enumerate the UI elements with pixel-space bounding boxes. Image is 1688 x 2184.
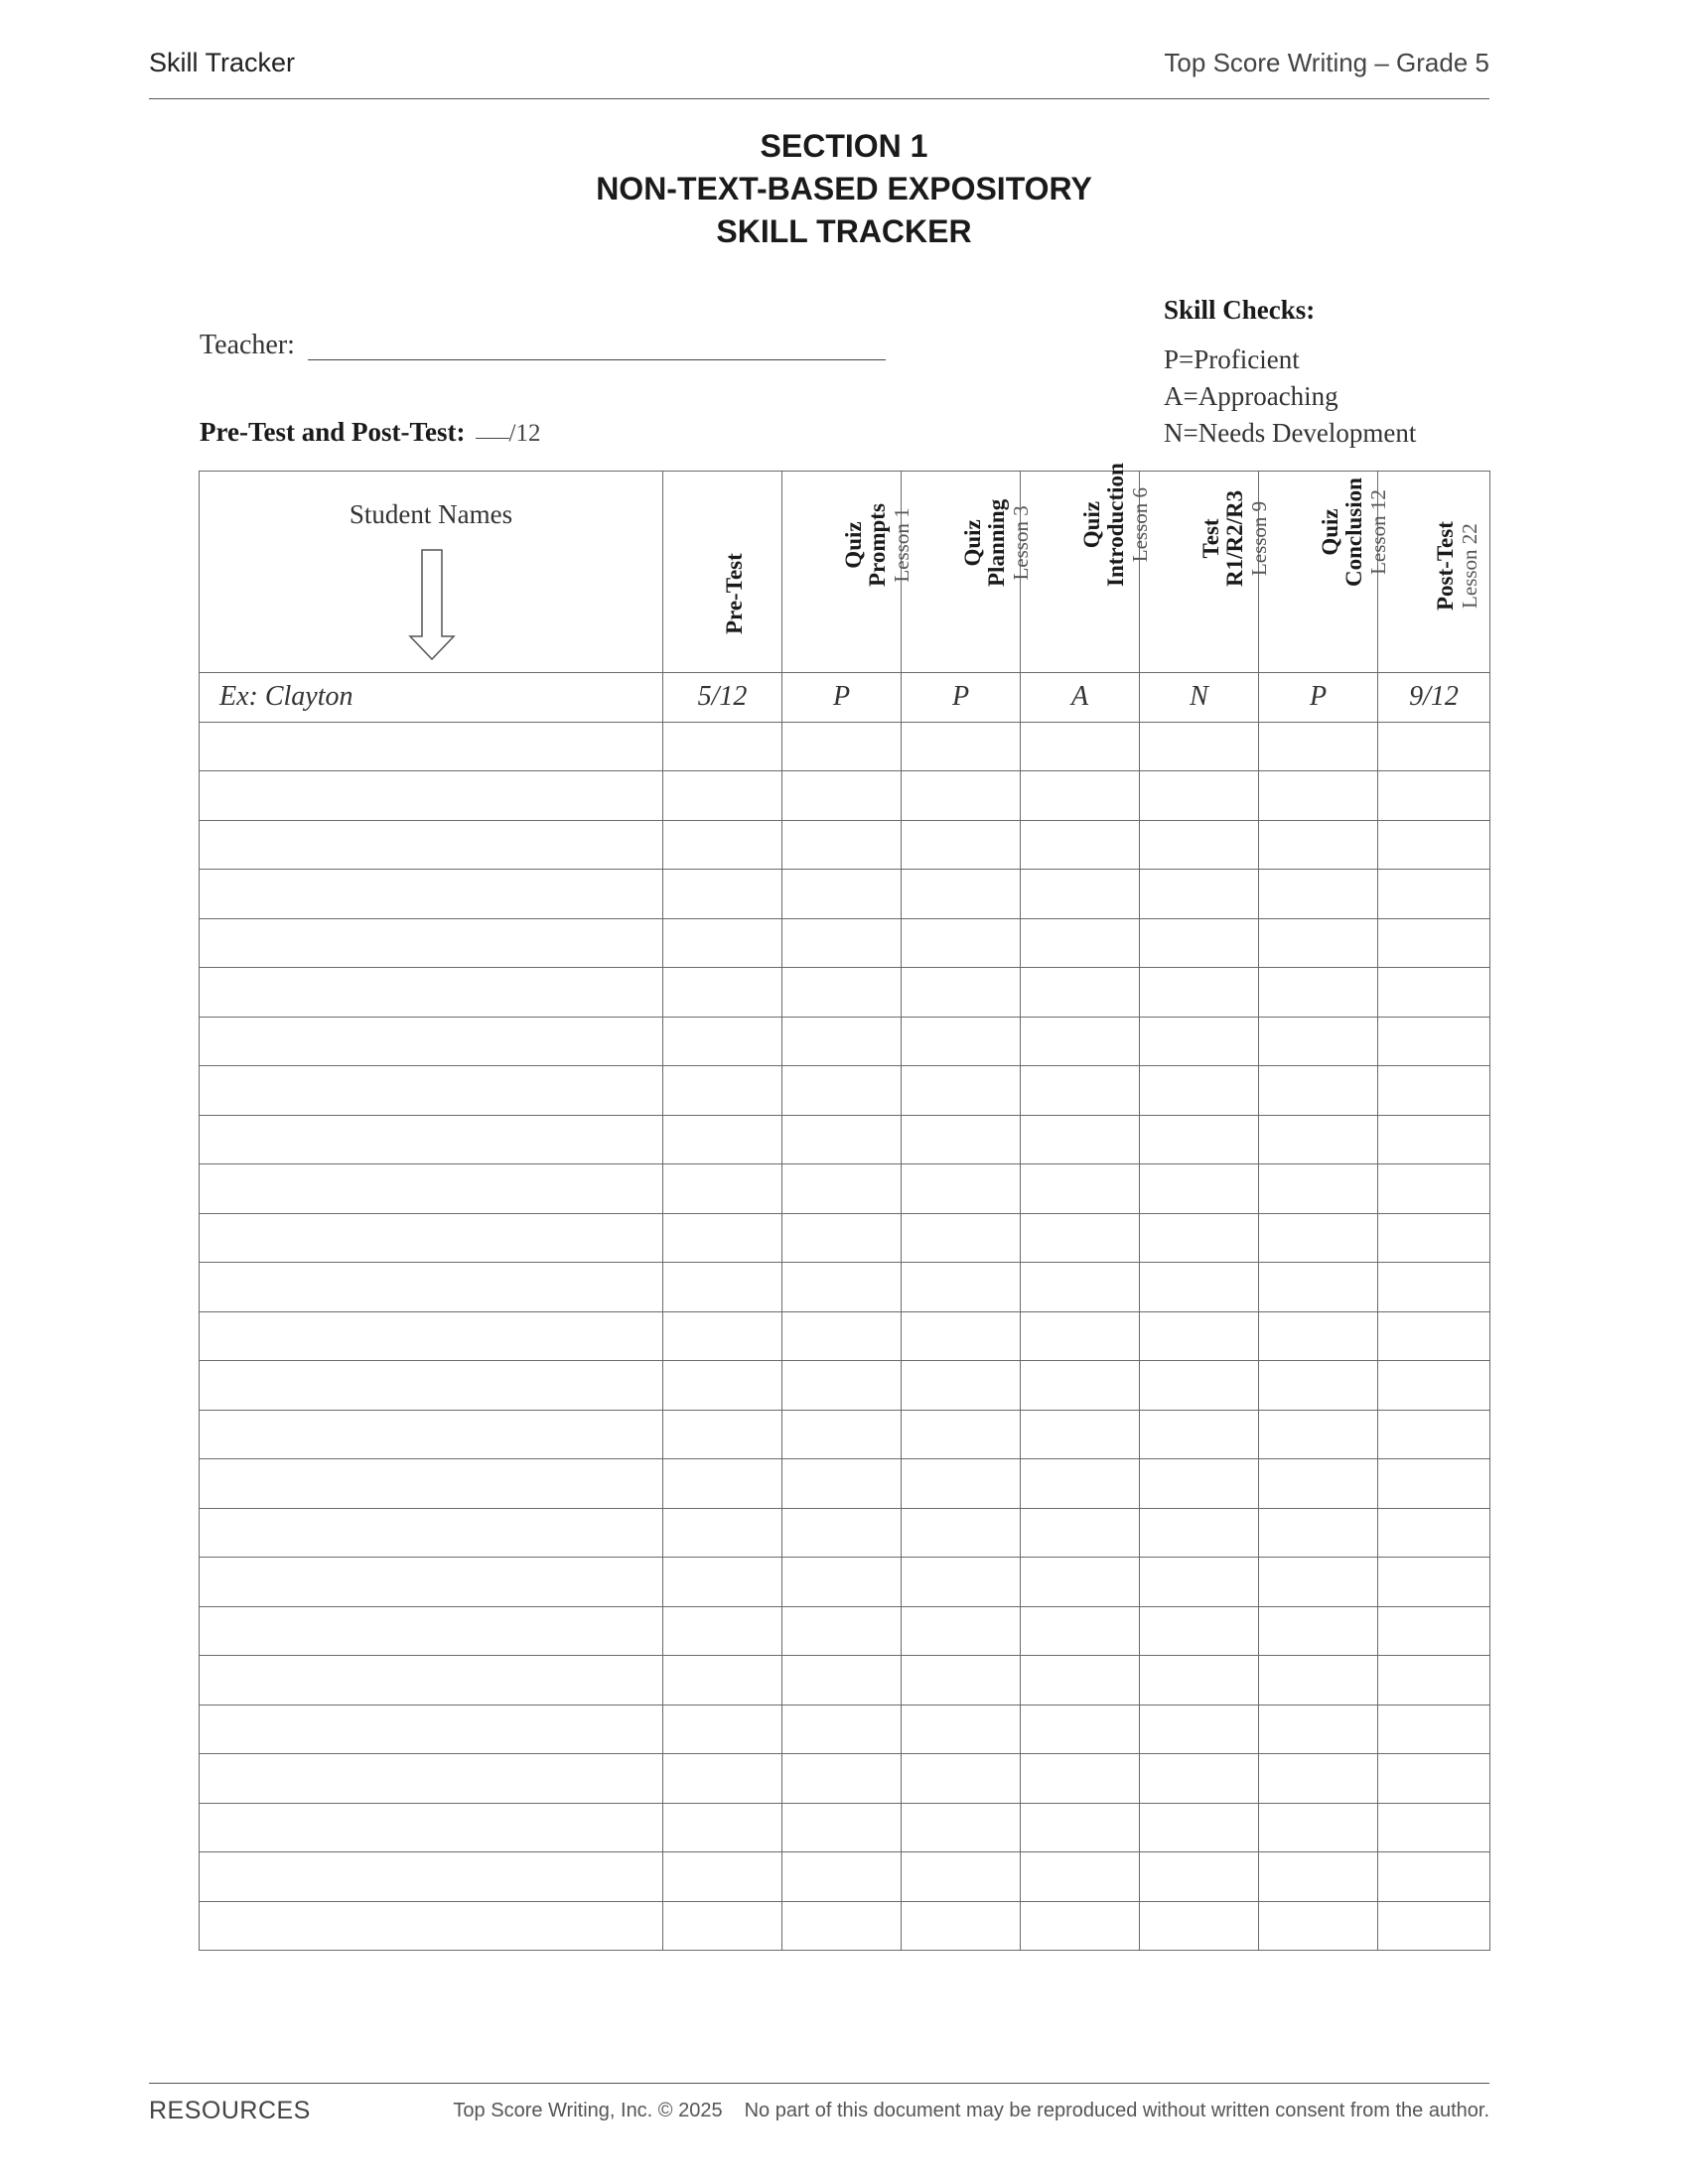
score-cell[interactable] xyxy=(1140,1311,1259,1361)
score-cell[interactable] xyxy=(1140,1901,1259,1951)
score-cell[interactable] xyxy=(1140,1656,1259,1706)
score-cell[interactable] xyxy=(1021,918,1140,968)
score-cell[interactable] xyxy=(1140,722,1259,771)
score-cell[interactable] xyxy=(782,1066,902,1116)
score-cell[interactable] xyxy=(902,1361,1021,1411)
score-cell[interactable] xyxy=(1021,1263,1140,1312)
score-cell[interactable] xyxy=(663,870,782,919)
skill-tracker-table xyxy=(199,463,1489,1960)
score-cell[interactable] xyxy=(1140,1115,1259,1164)
score-cell[interactable] xyxy=(1140,1164,1259,1214)
score-cell[interactable] xyxy=(1378,1263,1490,1312)
score-cell[interactable] xyxy=(663,1705,782,1754)
score-cell[interactable] xyxy=(1259,1705,1378,1754)
student-names-header xyxy=(200,472,663,673)
score-cell[interactable] xyxy=(663,1115,782,1164)
score-cell[interactable] xyxy=(1259,1361,1378,1411)
score-cell[interactable] xyxy=(1021,1754,1140,1804)
score-cell[interactable] xyxy=(663,1311,782,1361)
score-cell[interactable] xyxy=(902,1263,1021,1312)
score-cell[interactable] xyxy=(1378,1410,1490,1459)
score-cell[interactable] xyxy=(1259,1164,1378,1214)
teacher-label: Teacher: xyxy=(200,330,295,360)
example-student-name: Ex: Clayton xyxy=(200,673,663,723)
score-cell[interactable] xyxy=(902,1164,1021,1214)
score-cell[interactable] xyxy=(663,1213,782,1263)
footer-section-label: RESOURCES xyxy=(149,2097,311,2124)
column-label: Planning xyxy=(983,498,1009,587)
score-cell[interactable] xyxy=(1140,968,1259,1018)
score-cell[interactable] xyxy=(902,1656,1021,1706)
score-cell[interactable] xyxy=(902,722,1021,771)
score-cell[interactable] xyxy=(663,1017,782,1066)
table-row xyxy=(200,1606,1490,1656)
score-cell[interactable] xyxy=(1140,918,1259,968)
example-score-cell: 5/12 xyxy=(663,673,782,723)
table-row xyxy=(200,1754,1490,1804)
student-name-cell[interactable] xyxy=(200,1606,663,1656)
score-cell[interactable] xyxy=(1021,1017,1140,1066)
table-row xyxy=(200,1017,1490,1066)
table-row xyxy=(200,1361,1490,1411)
score-cell[interactable] xyxy=(663,820,782,870)
score-cell[interactable] xyxy=(1021,870,1140,919)
score-cell[interactable] xyxy=(782,1852,902,1902)
score-cell[interactable] xyxy=(1378,968,1490,1018)
column-lesson: Lesson 22 xyxy=(1458,523,1481,609)
teacher-name-field[interactable] xyxy=(308,359,886,360)
pretest-score-blank[interactable] xyxy=(476,438,509,439)
score-cell[interactable] xyxy=(1259,1213,1378,1263)
score-cell[interactable] xyxy=(782,1115,902,1164)
skill-checks-title: Skill Checks: xyxy=(1164,295,1316,325)
student-name-cell[interactable] xyxy=(200,1705,663,1754)
column-lesson: Lesson 1 xyxy=(889,507,914,583)
title-line-1: SECTION 1 xyxy=(760,128,928,164)
score-cell[interactable] xyxy=(1021,1558,1140,1607)
score-cell[interactable] xyxy=(782,1656,902,1706)
score-cell[interactable] xyxy=(663,1852,782,1902)
column-label: Quiz xyxy=(1317,508,1342,556)
score-cell[interactable] xyxy=(1378,1852,1490,1902)
score-cell[interactable] xyxy=(1378,1066,1490,1116)
table-row xyxy=(200,1311,1490,1361)
score-cell[interactable] xyxy=(1378,1017,1490,1066)
header-book-title: Top Score Writing – Grade 5 xyxy=(1164,48,1489,77)
column-header-quiz-planning xyxy=(902,472,1033,673)
legend-proficient: P=Proficient xyxy=(1164,344,1300,374)
student-name-cell[interactable] xyxy=(200,1558,663,1607)
student-name-cell[interactable] xyxy=(200,722,663,771)
score-cell[interactable] xyxy=(1021,1901,1140,1951)
score-cell[interactable] xyxy=(663,771,782,821)
student-name-cell[interactable] xyxy=(200,1754,663,1804)
student-name-cell[interactable] xyxy=(200,1017,663,1066)
score-cell[interactable] xyxy=(902,771,1021,821)
score-cell[interactable] xyxy=(782,1459,902,1509)
score-cell[interactable] xyxy=(1021,1115,1140,1164)
table-header-row xyxy=(200,472,1490,673)
student-name-cell[interactable] xyxy=(200,1656,663,1706)
legend-approaching: A=Approaching xyxy=(1164,381,1338,411)
student-names-label: Student Names xyxy=(349,499,513,529)
column-label: Quiz xyxy=(840,521,866,569)
table-row xyxy=(200,1656,1490,1706)
score-cell[interactable] xyxy=(1259,820,1378,870)
score-cell[interactable] xyxy=(782,1705,902,1754)
score-cell[interactable] xyxy=(663,1558,782,1607)
score-cell[interactable] xyxy=(1140,771,1259,821)
score-cell[interactable] xyxy=(1140,870,1259,919)
score-cell[interactable] xyxy=(782,771,902,821)
score-cell[interactable] xyxy=(1259,1410,1378,1459)
score-cell[interactable] xyxy=(1378,820,1490,870)
score-cell[interactable] xyxy=(1378,1606,1490,1656)
score-cell[interactable] xyxy=(1378,870,1490,919)
score-cell[interactable] xyxy=(1259,1852,1378,1902)
column-label: Prompts xyxy=(864,503,890,587)
score-cell[interactable] xyxy=(902,1606,1021,1656)
score-cell[interactable] xyxy=(663,968,782,1018)
table-row xyxy=(200,870,1490,919)
student-name-cell[interactable] xyxy=(200,1508,663,1558)
column-header-pretest xyxy=(663,472,782,673)
table-row xyxy=(200,918,1490,968)
score-cell[interactable] xyxy=(782,870,902,919)
score-cell[interactable] xyxy=(1378,1115,1490,1164)
column-label: Quiz xyxy=(959,519,985,567)
score-cell[interactable] xyxy=(1259,1311,1378,1361)
score-cell[interactable] xyxy=(782,1803,902,1852)
column-lesson: Lesson 3 xyxy=(1008,505,1033,581)
score-cell[interactable] xyxy=(1140,1017,1259,1066)
student-name-cell[interactable] xyxy=(200,820,663,870)
column-header-quiz-introduction xyxy=(1021,463,1152,673)
score-cell[interactable] xyxy=(1259,1263,1378,1312)
score-cell[interactable] xyxy=(1140,1361,1259,1411)
score-cell[interactable] xyxy=(902,1213,1021,1263)
table-row xyxy=(200,1508,1490,1558)
score-cell[interactable] xyxy=(1378,1311,1490,1361)
score-cell[interactable] xyxy=(902,820,1021,870)
table-row xyxy=(200,1901,1490,1951)
score-cell[interactable] xyxy=(782,1311,902,1361)
score-cell[interactable] xyxy=(1021,771,1140,821)
score-cell[interactable] xyxy=(663,1508,782,1558)
score-cell[interactable] xyxy=(1140,1803,1259,1852)
example-score-cell: 9/12 xyxy=(1378,673,1490,723)
column-label: Test xyxy=(1197,518,1223,559)
score-cell[interactable] xyxy=(782,1410,902,1459)
score-cell[interactable] xyxy=(663,1410,782,1459)
score-cell[interactable] xyxy=(1259,1901,1378,1951)
score-cell[interactable] xyxy=(902,968,1021,1018)
footer-divider xyxy=(149,2083,1489,2084)
student-name-cell[interactable] xyxy=(200,870,663,919)
score-cell[interactable] xyxy=(782,1558,902,1607)
student-name-cell[interactable] xyxy=(200,1459,663,1509)
table-row xyxy=(200,771,1490,821)
score-cell[interactable] xyxy=(902,1803,1021,1852)
score-cell[interactable] xyxy=(1378,771,1490,821)
example-score-cell: P xyxy=(1259,673,1378,723)
score-cell[interactable] xyxy=(1378,1901,1490,1951)
score-cell[interactable] xyxy=(782,1361,902,1411)
score-cell[interactable] xyxy=(1021,1410,1140,1459)
score-cell[interactable] xyxy=(663,1656,782,1706)
table-row xyxy=(200,722,1490,771)
score-cell[interactable] xyxy=(902,918,1021,968)
score-cell[interactable] xyxy=(1259,1656,1378,1706)
score-cell[interactable] xyxy=(1259,870,1378,919)
score-cell[interactable] xyxy=(902,1066,1021,1116)
footer-copyright-text: Top Score Writing, Inc. © 2025 xyxy=(453,2100,723,2121)
score-cell[interactable] xyxy=(902,1558,1021,1607)
score-cell[interactable] xyxy=(1378,1164,1490,1214)
example-score-cell: P xyxy=(782,673,902,723)
score-cell[interactable] xyxy=(1140,1459,1259,1509)
table-row xyxy=(200,1705,1490,1754)
student-name-cell[interactable] xyxy=(200,1164,663,1214)
score-cell[interactable] xyxy=(1259,771,1378,821)
score-cell[interactable] xyxy=(1378,1361,1490,1411)
student-name-cell[interactable] xyxy=(200,1361,663,1411)
footer-copyright xyxy=(453,2100,1489,2122)
header-section-label: Skill Tracker xyxy=(149,48,296,77)
score-cell[interactable] xyxy=(902,1311,1021,1361)
down-arrow-icon xyxy=(409,549,455,660)
table-row xyxy=(200,820,1490,870)
score-cell[interactable] xyxy=(1021,1803,1140,1852)
score-cell[interactable] xyxy=(663,1361,782,1411)
score-cell[interactable] xyxy=(902,1508,1021,1558)
score-cell[interactable] xyxy=(1021,1361,1140,1411)
table-row xyxy=(200,1213,1490,1263)
score-cell[interactable] xyxy=(663,918,782,968)
pretest-denominator: /12 xyxy=(508,420,541,447)
column-header-quiz-prompts xyxy=(782,472,914,673)
score-cell[interactable] xyxy=(1259,1803,1378,1852)
score-cell[interactable] xyxy=(1021,722,1140,771)
pretest-score-line xyxy=(200,417,540,448)
score-cell[interactable] xyxy=(663,1754,782,1804)
score-cell[interactable] xyxy=(1378,1459,1490,1509)
score-cell[interactable] xyxy=(782,1164,902,1214)
score-cell[interactable] xyxy=(1140,1558,1259,1607)
score-cell[interactable] xyxy=(663,1263,782,1312)
score-cell[interactable] xyxy=(1378,1656,1490,1706)
score-cell[interactable] xyxy=(1140,820,1259,870)
table-row xyxy=(200,1803,1490,1852)
column-lesson: Lesson 12 xyxy=(1365,489,1390,575)
column-label: Introduction xyxy=(1102,463,1128,587)
title-line-2: NON-TEXT-BASED EXPOSITORY xyxy=(596,171,1092,206)
score-cell[interactable] xyxy=(1259,1508,1378,1558)
column-label: R1/R2/R3 xyxy=(1221,489,1247,587)
score-cell[interactable] xyxy=(663,1803,782,1852)
column-label: Post-Test xyxy=(1433,521,1458,611)
table-row xyxy=(200,1852,1490,1902)
table-row xyxy=(200,1459,1490,1509)
score-cell[interactable] xyxy=(1378,1558,1490,1607)
score-cell[interactable] xyxy=(1021,820,1140,870)
score-cell[interactable] xyxy=(782,1213,902,1263)
student-name-cell[interactable] xyxy=(200,968,663,1018)
score-cell[interactable] xyxy=(1259,1017,1378,1066)
student-name-cell[interactable] xyxy=(200,1263,663,1312)
score-cell[interactable] xyxy=(782,968,902,1018)
score-cell[interactable] xyxy=(782,1901,902,1951)
score-cell[interactable] xyxy=(1259,918,1378,968)
score-cell[interactable] xyxy=(1140,1606,1259,1656)
score-cell[interactable] xyxy=(1378,1508,1490,1558)
page-title xyxy=(149,125,1539,253)
column-label: Quiz xyxy=(1078,500,1104,549)
footer-notice: No part of this document may be reproduced without written consent from the author. xyxy=(744,2100,1489,2121)
student-name-cell[interactable] xyxy=(200,1066,663,1116)
score-cell[interactable] xyxy=(1259,1558,1378,1607)
column-header-posttest xyxy=(1378,472,1490,673)
score-cell[interactable] xyxy=(902,1852,1021,1902)
table-row xyxy=(200,968,1490,1018)
table-row xyxy=(200,1066,1490,1116)
student-name-cell[interactable] xyxy=(200,1311,663,1361)
score-cell[interactable] xyxy=(1259,1754,1378,1804)
score-cell[interactable] xyxy=(663,1901,782,1951)
score-cell[interactable] xyxy=(1021,1311,1140,1361)
column-lesson: Lesson 9 xyxy=(1246,500,1271,577)
score-cell[interactable] xyxy=(902,1459,1021,1509)
score-cell[interactable] xyxy=(902,1901,1021,1951)
example-score-cell: N xyxy=(1140,673,1259,723)
score-cell[interactable] xyxy=(1140,1705,1259,1754)
student-name-cell[interactable] xyxy=(200,771,663,821)
score-cell[interactable] xyxy=(663,722,782,771)
student-name-cell[interactable] xyxy=(200,1410,663,1459)
score-cell[interactable] xyxy=(782,1263,902,1312)
score-cell[interactable] xyxy=(1021,1164,1140,1214)
score-cell[interactable] xyxy=(782,1508,902,1558)
column-label: Conclusion xyxy=(1340,478,1366,587)
score-cell[interactable] xyxy=(1021,1656,1140,1706)
score-cell[interactable] xyxy=(1140,1508,1259,1558)
score-cell[interactable] xyxy=(1021,1508,1140,1558)
table-row xyxy=(200,1164,1490,1214)
legend-needs-development: N=Needs Development xyxy=(1164,418,1417,448)
score-cell[interactable] xyxy=(1021,1066,1140,1116)
score-cell[interactable] xyxy=(1378,722,1490,771)
score-cell[interactable] xyxy=(1259,1115,1378,1164)
score-cell[interactable] xyxy=(782,820,902,870)
table-row xyxy=(200,1263,1490,1312)
example-score-cell: P xyxy=(902,673,1021,723)
score-cell[interactable] xyxy=(902,1115,1021,1164)
score-cell[interactable] xyxy=(663,1164,782,1214)
score-cell[interactable] xyxy=(1259,1066,1378,1116)
example-score-cell: A xyxy=(1021,673,1140,723)
student-name-cell[interactable] xyxy=(200,918,663,968)
pretest-label: Pre-Test and Post-Test: xyxy=(200,417,466,447)
score-cell[interactable] xyxy=(1021,1213,1140,1263)
student-name-cell[interactable] xyxy=(200,1901,663,1951)
score-cell[interactable] xyxy=(1259,968,1378,1018)
score-cell[interactable] xyxy=(1140,1852,1259,1902)
title-line-3: SKILL TRACKER xyxy=(716,213,972,249)
score-cell[interactable] xyxy=(902,1705,1021,1754)
score-cell[interactable] xyxy=(1021,968,1140,1018)
score-cell[interactable] xyxy=(1259,722,1378,771)
score-cell[interactable] xyxy=(1259,1606,1378,1656)
skill-checks-legend xyxy=(1164,295,1416,452)
column-header-test-r1r2r3 xyxy=(1140,472,1271,673)
student-name-cell[interactable] xyxy=(200,1115,663,1164)
table-row xyxy=(200,1115,1490,1164)
score-cell[interactable] xyxy=(1378,918,1490,968)
score-cell[interactable] xyxy=(1021,1606,1140,1656)
student-name-cell[interactable] xyxy=(200,1852,663,1902)
column-label: Pre-Test xyxy=(721,553,747,634)
score-cell[interactable] xyxy=(1021,1705,1140,1754)
score-cell[interactable] xyxy=(1259,1459,1378,1509)
score-cell[interactable] xyxy=(782,1017,902,1066)
score-cell[interactable] xyxy=(1140,1754,1259,1804)
score-cell[interactable] xyxy=(663,1459,782,1509)
student-name-cell[interactable] xyxy=(200,1803,663,1852)
score-cell[interactable] xyxy=(782,918,902,968)
score-cell[interactable] xyxy=(782,722,902,771)
score-cell[interactable] xyxy=(1140,1263,1259,1312)
table-row xyxy=(200,1558,1490,1607)
score-cell[interactable] xyxy=(1378,1803,1490,1852)
score-cell[interactable] xyxy=(1140,1066,1259,1116)
score-cell[interactable] xyxy=(1140,1213,1259,1263)
example-row xyxy=(200,673,1490,723)
student-name-cell[interactable] xyxy=(200,1213,663,1263)
column-header-quiz-conclusion xyxy=(1259,472,1390,673)
table-row xyxy=(200,1410,1490,1459)
score-cell[interactable] xyxy=(782,1606,902,1656)
score-cell[interactable] xyxy=(782,1754,902,1804)
score-cell[interactable] xyxy=(1021,1852,1140,1902)
score-cell[interactable] xyxy=(663,1066,782,1116)
score-cell[interactable] xyxy=(902,1754,1021,1804)
score-cell[interactable] xyxy=(1021,1459,1140,1509)
score-cell[interactable] xyxy=(1140,1410,1259,1459)
score-cell[interactable] xyxy=(1378,1754,1490,1804)
column-lesson: Lesson 6 xyxy=(1127,486,1152,563)
score-cell[interactable] xyxy=(1378,1705,1490,1754)
score-cell[interactable] xyxy=(1378,1213,1490,1263)
header-divider xyxy=(149,98,1489,99)
score-cell[interactable] xyxy=(902,870,1021,919)
score-cell[interactable] xyxy=(663,1606,782,1656)
score-cell[interactable] xyxy=(902,1017,1021,1066)
score-cell[interactable] xyxy=(902,1410,1021,1459)
